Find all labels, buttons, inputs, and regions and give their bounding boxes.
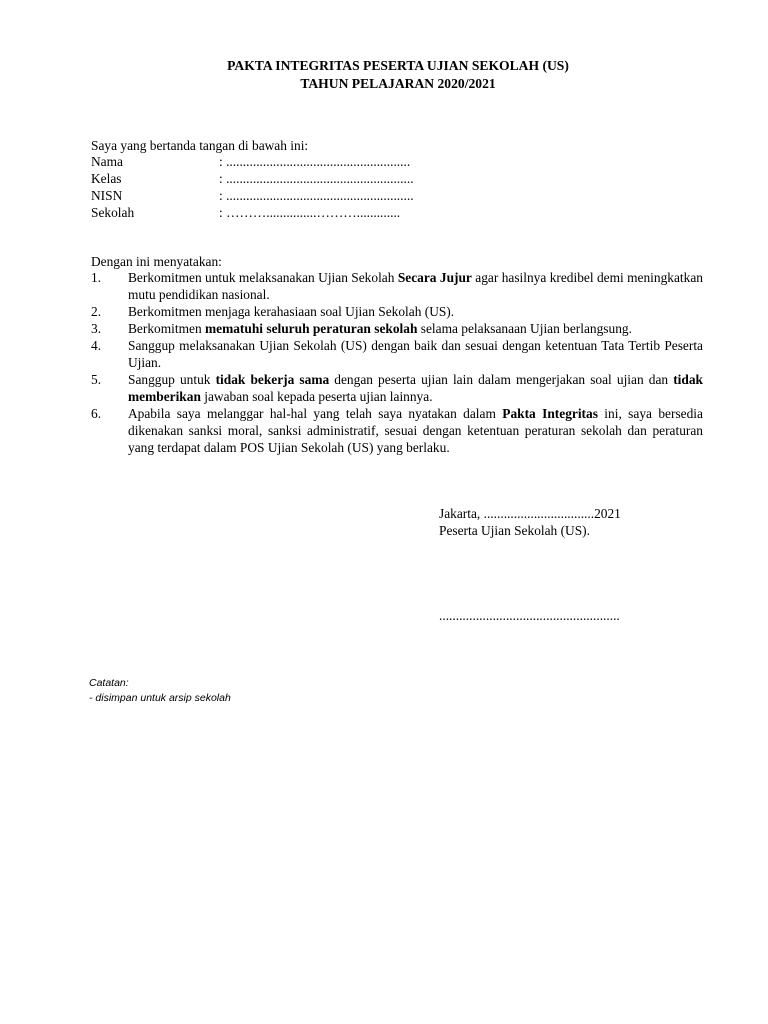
document-title [0, 57, 768, 93]
identity-fields [91, 153, 414, 221]
list-item-number: 2. [91, 304, 102, 319]
list-item-number: 4. [91, 338, 102, 353]
list-item-text [128, 371, 703, 405]
text-segment: Berkomitmen menjaga kerahasiaan soal Ujian Sekolah (US). [128, 304, 455, 319]
list-item [91, 371, 703, 405]
field-row-nisn [91, 187, 414, 204]
field-label: Kelas [91, 171, 122, 186]
text-segment: Berkomitmen untuk melaksanakan Ujian Sekolah [128, 270, 398, 285]
emphasis-text: Secara Jujur [397, 270, 472, 285]
signature-line: ...................................................... [439, 608, 620, 623]
text-segment: Sanggup melaksanakan Ujian Sekolah (US) dengan baik dan sesuai dengan ketentuan Tata Tertib Peserta Ujian. [128, 338, 703, 370]
text-segment: selama pelaksanaan Ujian berlangsung. [417, 321, 632, 336]
list-item-text [128, 269, 703, 303]
text-segment: jawaban soal kepada peserta ujian lainnya. [200, 389, 433, 404]
list-item [91, 337, 703, 371]
list-item [91, 405, 703, 456]
field-row-kelas [91, 170, 414, 187]
list-item-text [128, 405, 703, 456]
text-segment: ini, saya bersedia dikenakan sanksi moral, sanksi administratif, sesuai dengan ketentuan peraturan sekolah dan peraturan yang terdapat dalam POS Ujian Sekolah (US) yang berlaku. [128, 406, 703, 455]
title-line-1: PAKTA INTEGRITAS PESERTA UJIAN SEKOLAH (US) [227, 58, 569, 73]
field-value: : ........................................................ [219, 188, 414, 203]
list-item-number: 3. [91, 321, 102, 336]
text-segment: dengan peserta ujian lain dalam mengerjakan soal ujian dan [329, 372, 674, 387]
text-segment: Sanggup untuk [128, 372, 216, 387]
signer-role: Peserta Ujian Sekolah (US). [439, 523, 590, 538]
list-item-text [128, 320, 703, 337]
list-item [91, 303, 703, 320]
list-item-number: 1. [91, 270, 102, 285]
emphasis-text: Pakta Integritas [502, 406, 598, 421]
signature-block [439, 505, 621, 539]
title-line-2: TAHUN PELAJARAN 2020/2021 [300, 76, 496, 91]
list-item-number: 6. [91, 406, 102, 421]
field-value: : ........................................................ [219, 171, 414, 186]
note-text: - disimpan untuk arsip sekolah [89, 692, 231, 704]
declaration-list [91, 269, 703, 456]
emphasis-text: tidak memberikan [128, 372, 703, 404]
list-item-number: 5. [91, 372, 102, 387]
list-item [91, 320, 703, 337]
intro-text: Saya yang bertanda tangan di bawah ini: [91, 138, 309, 153]
place-date: Jakarta, .................................2021 [439, 506, 621, 521]
text-segment: Berkomitmen [128, 321, 205, 336]
text-segment: agar hasilnya kredibel demi meningkatkan mutu pendidikan nasional. [128, 270, 703, 302]
note-block [89, 676, 231, 706]
emphasis-text: mematuhi seluruh peraturan sekolah [204, 321, 418, 336]
field-label: Nama [91, 154, 123, 169]
declaration-intro: Dengan ini menyatakan: [91, 254, 222, 269]
field-row-sekolah [91, 204, 414, 221]
field-value: : ………...............………............. [219, 205, 401, 220]
list-item [91, 269, 703, 303]
field-value: : ....................................................... [219, 154, 411, 169]
note-label: Catatan: [89, 677, 129, 689]
list-item-text [128, 337, 703, 371]
field-row-nama [91, 153, 414, 170]
list-item-text [128, 303, 703, 320]
field-label: NISN [91, 188, 123, 203]
text-segment: Apabila saya melanggar hal-hal yang telah saya nyatakan dalam [128, 406, 503, 421]
field-label: Sekolah [91, 205, 135, 220]
emphasis-text: tidak bekerja sama [215, 372, 330, 387]
